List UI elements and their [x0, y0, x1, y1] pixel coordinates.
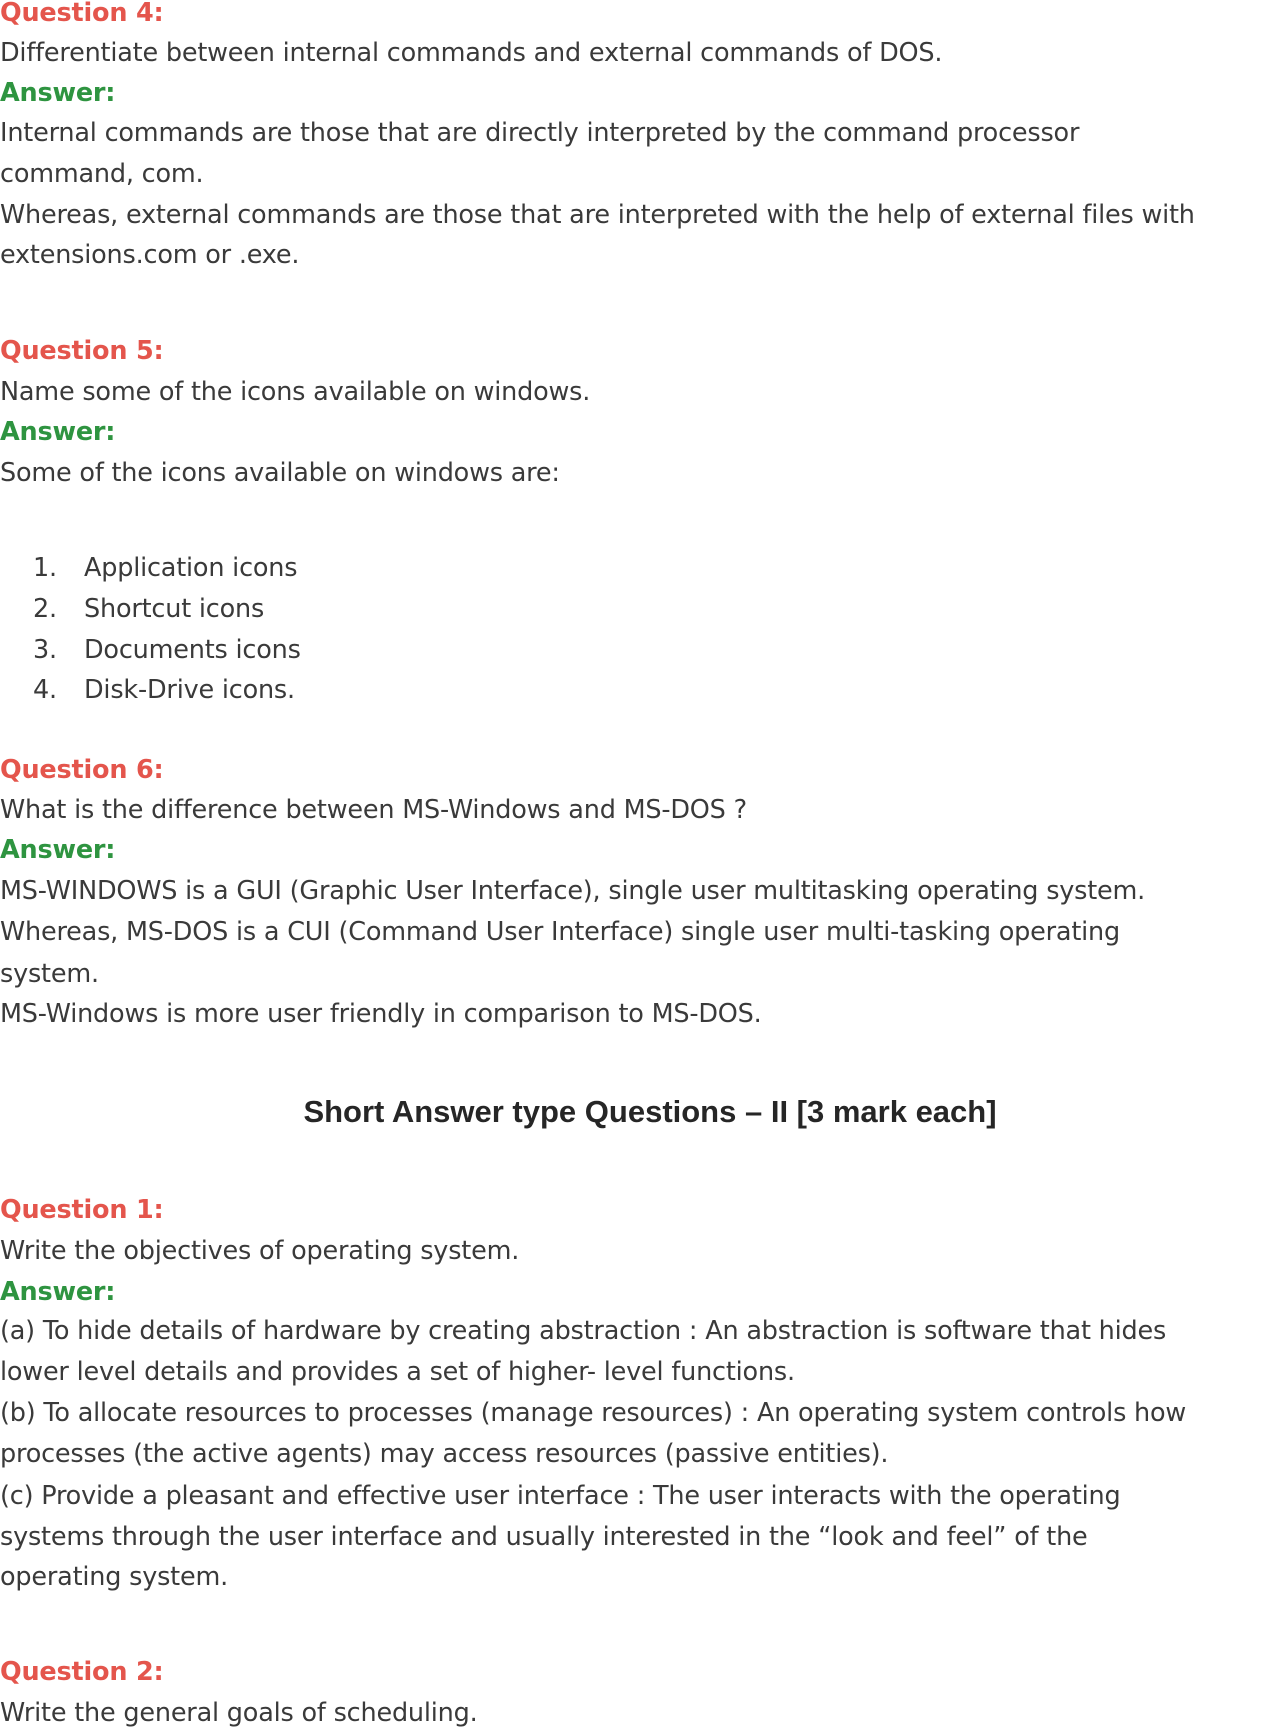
answer-4-line: command, com. — [0, 159, 204, 189]
list-item-text: Disk-Drive icons. — [84, 675, 295, 705]
list-item-number: 1. — [33, 553, 57, 583]
answer-1-line: operating system. — [0, 1562, 229, 1592]
answer-6-line: MS-Windows is more user friendly in comparison to MS-DOS. — [0, 999, 762, 1029]
question-4-text: Differentiate between internal commands and external commands of DOS. — [0, 38, 943, 68]
section-heading: Short Answer type Questions – II [3 mark each] — [303, 1094, 997, 1129]
list-item-number: 4. — [33, 675, 57, 705]
answer-1-line: (c) Provide a pleasant and effective user interface : The user interacts with the operating — [0, 1481, 1121, 1511]
answer-6-line: Whereas, MS-DOS is a CUI (Command User Interface) single user multi-tasking operating — [0, 917, 1120, 947]
list-item — [0, 548, 600, 589]
answer-1-line: (a) To hide details of hardware by creating abstraction : An abstraction is software that hides — [0, 1316, 1167, 1346]
answer-6-line: MS-WINDOWS is a GUI (Graphic User Interface), single user multitasking operating system. — [0, 876, 1146, 906]
list-item-text: Application icons — [84, 553, 298, 583]
question-6-label: Question 6: — [0, 755, 164, 785]
answer-4-label: Answer: — [0, 78, 116, 108]
question-4-label: Question 4: — [0, 0, 164, 28]
answer-1-line: (b) To allocate resources to processes (manage resources) : An operating system controls how — [0, 1398, 1187, 1428]
question-5-text: Name some of the icons available on windows. — [0, 377, 591, 407]
answer-4-line: extensions.com or .exe. — [0, 240, 300, 270]
list-item — [0, 589, 600, 630]
answer-5-label: Answer: — [0, 417, 116, 447]
question-2-label: Question 2: — [0, 1657, 164, 1687]
question-6-text: What is the difference between MS-Windows and MS-DOS ? — [0, 795, 747, 825]
question-2-text: Write the general goals of scheduling. — [0, 1698, 478, 1728]
question-1-text: Write the objectives of operating system. — [0, 1236, 520, 1266]
list-item-text: Documents icons — [84, 635, 301, 665]
list-item-number: 3. — [33, 635, 57, 665]
answer-4-line: Internal commands are those that are directly interpreted by the command processor — [0, 118, 1080, 148]
question-1-label: Question 1: — [0, 1195, 164, 1225]
answer-4-line: Whereas, external commands are those that are interpreted with the help of external files with — [0, 200, 1195, 230]
list-item — [0, 670, 600, 711]
answer-1-line: processes (the active agents) may access resources (passive entities). — [0, 1439, 889, 1469]
answer-6-line: system. — [0, 959, 99, 989]
list-item — [0, 630, 600, 671]
answer-6-label: Answer: — [0, 835, 116, 865]
answer-1-line: lower level details and provides a set of higher- level functions. — [0, 1357, 795, 1387]
list-item-text: Shortcut icons — [84, 594, 265, 624]
answer-1-line: systems through the user interface and usually interested in the “look and feel” of the — [0, 1522, 1088, 1552]
answer-1-label: Answer: — [0, 1277, 116, 1307]
answer-5-line: Some of the icons available on windows are: — [0, 458, 560, 488]
list-item-number: 2. — [33, 594, 57, 624]
question-5-label: Question 5: — [0, 336, 164, 366]
